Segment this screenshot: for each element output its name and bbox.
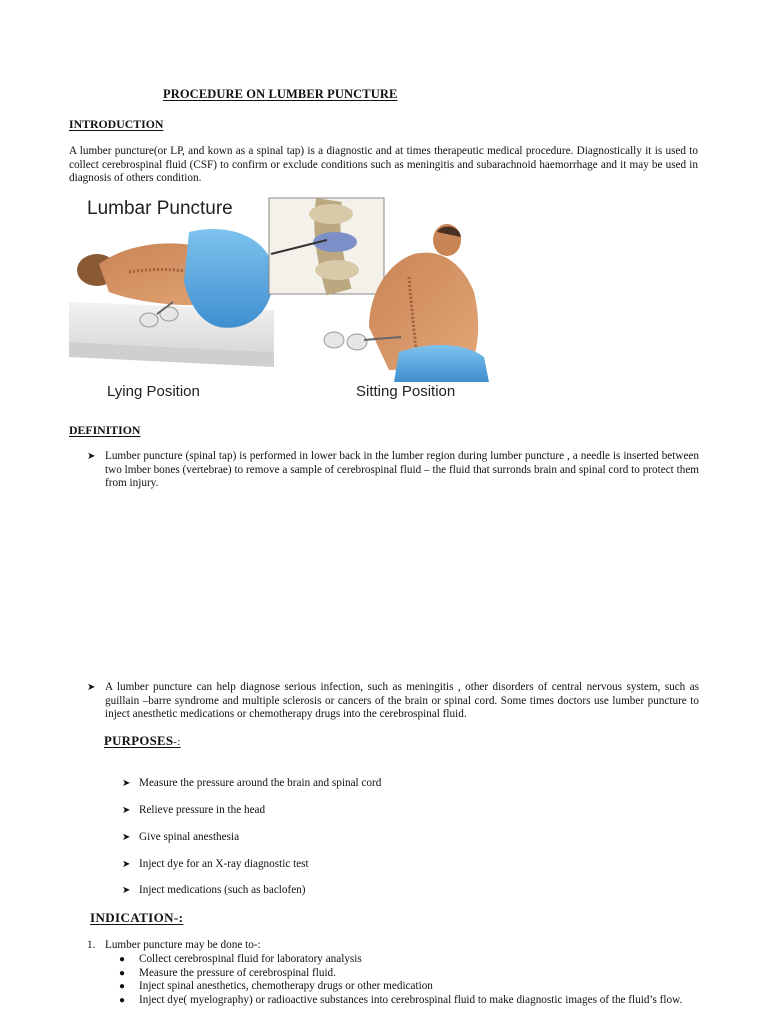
purposes-heading: PURPOSES-:: [104, 734, 181, 748]
arrow-bullet-icon: ➤: [87, 682, 96, 693]
indication-numbered-item: 1. Lumber puncture may be done to-:: [87, 939, 261, 951]
definition-bullet-2-text: A lumber puncture can help diagnose serious infection, such as meningitis , other disorders of central nervous system, such as guillain –barre syndrome and multiple sclerosis or cancers of the brain or spinal cord. Some times doctors use lumber puncture to inject anesthetic medications or chemotherapy drugs into the cerebrospinal fluid.: [105, 681, 699, 721]
indication-item: ● Measure the pressure of cerebrospinal fluid.: [119, 966, 336, 979]
purpose-item: ➤ Inject medications (such as baclofen): [122, 884, 306, 896]
document-title: PROCEDURE ON LUMBER PUNCTURE: [163, 87, 398, 101]
sitting-position-caption: Sitting Position: [356, 383, 456, 400]
arrow-bullet-icon: ➤: [87, 451, 96, 462]
introduction-heading: INTRODUCTION: [69, 117, 164, 131]
definition-heading: DEFINITION: [69, 423, 141, 437]
dot-bullet-icon: ●: [119, 981, 126, 993]
purpose-item: ➤ Give spinal anesthesia: [122, 831, 240, 843]
arrow-bullet-icon: ➤: [122, 859, 131, 870]
introduction-paragraph: A lumber puncture(or LP, and kown as a spinal tap) is a diagnostic and at times therapeutic medical procedure. Diagnostically it is used to collect cerebrospinal fluid (CSF) to confirm or exclude conditions such as meningitis and subarachnoid haemorrhage and it may be used in diagnosis of others condition.: [69, 145, 698, 185]
arrow-bullet-icon: ➤: [122, 805, 131, 816]
arrow-bullet-icon: ➤: [122, 832, 131, 843]
figure-title: Lumbar Puncture: [87, 198, 233, 219]
definition-bullet-1: [87, 450, 699, 491]
indication-heading: INDICATION-:: [90, 910, 184, 925]
lying-position-caption: Lying Position: [107, 383, 200, 400]
lumbar-puncture-illustration: [69, 192, 494, 400]
indication-item: ● Inject spinal anesthetics, chemotherapy drugs or other medication: [119, 980, 433, 993]
definition-bullet-2: [87, 681, 699, 722]
arrow-bullet-icon: ➤: [122, 778, 131, 789]
dot-bullet-icon: ●: [119, 967, 126, 979]
purpose-item: ➤ Relieve pressure in the head: [122, 804, 266, 816]
indication-item: ● Inject dye( myelography) or radioactive substances into cerebrospinal fluid to make diagnostic images of the fluid’s flow.: [119, 993, 683, 1006]
definition-bullet-1-text: Lumber puncture (spinal tap) is performed in lower back in the lumber region during lumber puncture , a needle is inserted between two lmber bones (vertebrae) to remove a sample of cerebrospinal fluid – the fluid that surronds brain and spinal cord to protect them from injury.: [105, 450, 699, 490]
dot-bullet-icon: ●: [119, 954, 126, 965]
indication-list: [119, 953, 699, 1007]
purpose-item: ➤ Inject dye for an X-ray diagnostic test: [122, 858, 309, 870]
dot-bullet-icon: ●: [119, 994, 126, 1006]
purpose-item: ➤ Measure the pressure around the brain and spinal cord: [122, 777, 382, 789]
indication-item: ● Collect cerebrospinal fluid for laboratory analysis: [119, 953, 362, 965]
arrow-bullet-icon: ➤: [122, 885, 131, 896]
